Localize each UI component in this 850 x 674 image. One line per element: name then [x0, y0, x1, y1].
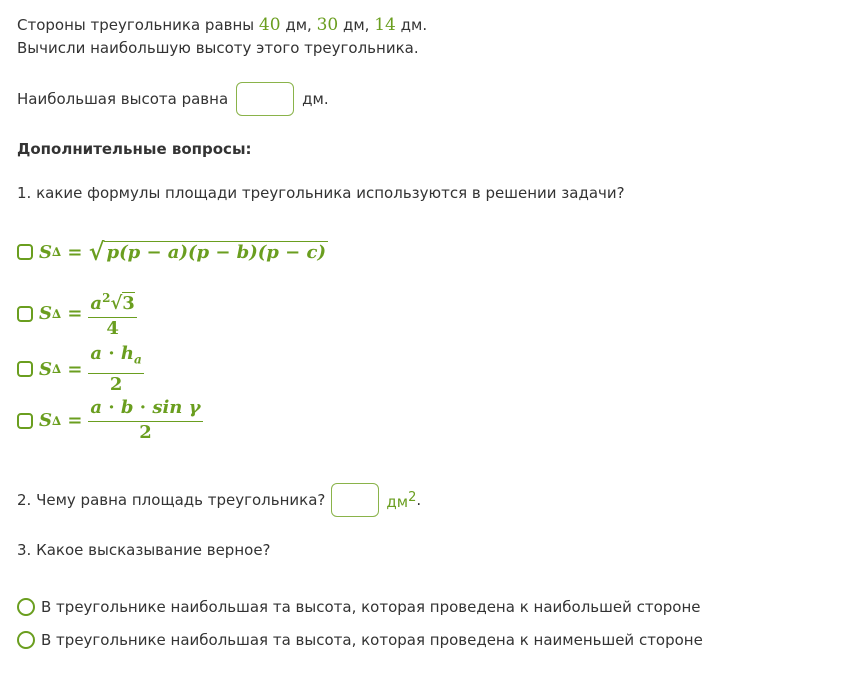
answer-row	[17, 82, 329, 116]
side-b-value: 30	[316, 15, 339, 35]
side-a-value: 40	[258, 15, 281, 35]
formula-option-heron[interactable]	[17, 237, 328, 266]
extra-heading: Дополнительные вопросы:	[17, 140, 252, 158]
formula-checkbox-base-height[interactable]	[17, 361, 33, 377]
problem-line-1: Стороны треугольника равны 40 дм, 30 дм, 14 дм.	[17, 15, 428, 35]
formula-option-sine[interactable]	[17, 397, 203, 444]
formula-heron: S ∆ = √ p(p − a)(p − b)(p − c)	[39, 237, 326, 266]
formula-base-height: S ∆ = $\frac{a \cdot h_a}{2}$	[39, 343, 142, 395]
statement-label-2: В треугольнике наибольшая та высота, которая проведена к наименьшей стороне	[41, 631, 703, 649]
statement-radio-2[interactable]	[17, 631, 35, 649]
formula-option-equilateral[interactable]	[17, 287, 137, 340]
formula-equilateral: S ∆ = $\frac{a^2√3}{4}$	[39, 287, 137, 340]
statement-option-2[interactable]	[17, 631, 703, 649]
side-c-value: 14	[374, 15, 396, 35]
statement-label-1: В треугольнике наибольшая та высота, которая проведена к наибольшей стороне	[41, 598, 701, 616]
problem-line-2: Вычисли наибольшую высоту этого треугольника.	[17, 39, 419, 57]
area-unit: $дм^2$	[386, 489, 417, 511]
formula-checkbox-heron[interactable]	[17, 244, 33, 260]
formula-checkbox-equilateral[interactable]	[17, 306, 33, 322]
question-2: 2. Чему равна площадь треугольника?	[17, 491, 326, 509]
answer-unit: дм.	[302, 90, 329, 108]
question-3: 3. Какое высказывание верное?	[17, 541, 271, 559]
question-2-row: 2. Чему равна площадь треугольника? $дм^2$ .	[17, 483, 421, 517]
formula-sine: S ∆ = $\frac{\text{a · b · sin γ}}{2}$	[39, 397, 201, 443]
height-answer-input[interactable]	[236, 82, 294, 116]
answer-label: Наибольшая высота равна	[17, 90, 229, 108]
area-answer-input[interactable]	[331, 483, 379, 517]
question-1: 1. какие формулы площади треугольника используются в решении задачи?	[17, 184, 625, 202]
formula-checkbox-sine[interactable]	[17, 413, 33, 429]
formula-option-base-height[interactable]	[17, 343, 144, 396]
statement-option-1[interactable]	[17, 598, 701, 616]
statement-radio-1[interactable]	[17, 598, 35, 616]
